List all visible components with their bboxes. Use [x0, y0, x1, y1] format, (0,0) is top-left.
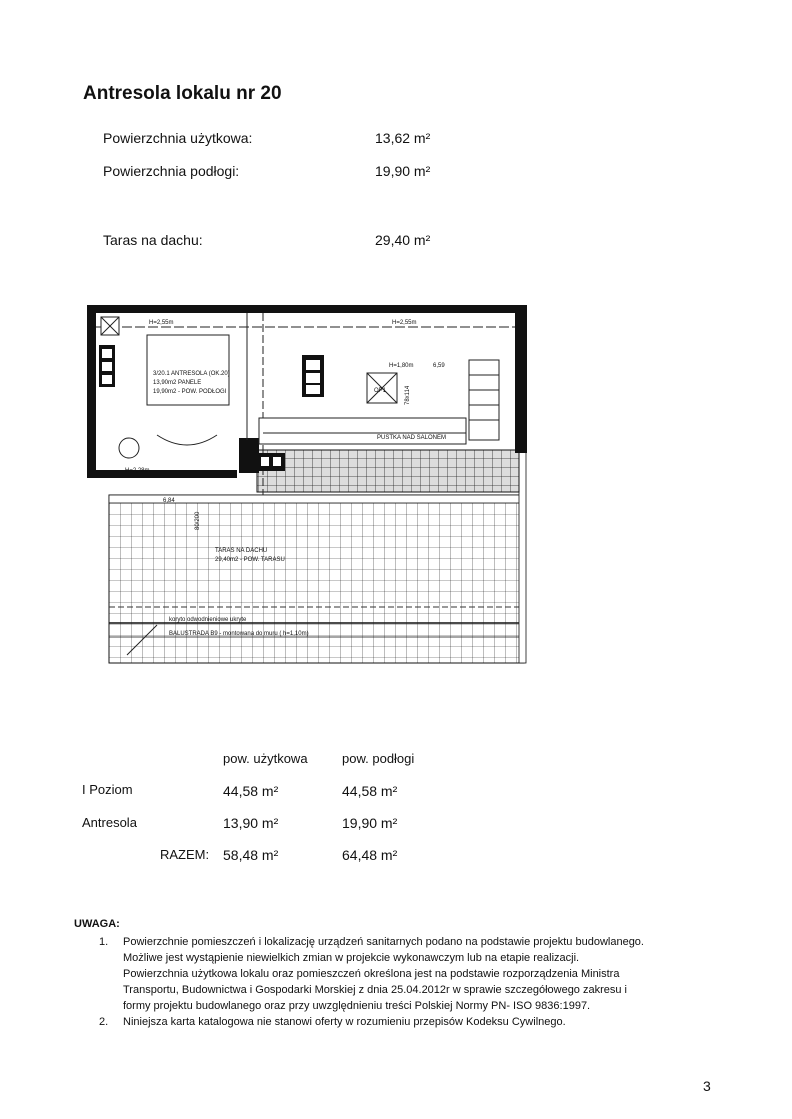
tiled-strip [257, 450, 519, 492]
note-line: Możliwe jest wystąpienie niewielkich zmian w projekcie wykonawczym lub na etapie realizacji. [123, 952, 580, 964]
area-label-floor: Powierzchnia podłogi: [103, 163, 240, 179]
plan-label-balustrade: BALUSTRADA B9 - montowana do muru ( h=1,10m) [169, 631, 309, 637]
note-item-1 [123, 934, 644, 1014]
plan-label-room-area1: 13,90m2 PANELE [153, 380, 202, 386]
plan-label-h-main: H=2,55m [392, 320, 417, 326]
note-line: Powierzchnie pomieszczeń i lokalizację urządzeń sanitarnych podano na podstawie projektu budowlanego. [123, 936, 644, 948]
note-line: Powierzchnia użytkowa lokalu oraz pomieszczeń określona jest na podstawie rozporządzenia Ministra [123, 968, 620, 980]
summary-header-floor: pow. podłogi [342, 751, 415, 766]
plan-label-h-stair: H=2,28m [125, 468, 150, 474]
area-value-terrace: 29,40 m² [375, 232, 431, 248]
plan-label-room-name: 3/20.1 ANTRESOLA (OK.20) [153, 371, 230, 377]
plan-label-dim-b: 80/200 [195, 511, 201, 530]
summary-row-floor: 44,58 m² [342, 783, 398, 799]
note-item-2 [123, 1014, 566, 1030]
page-title: Antresola lokalu nr 20 [83, 83, 282, 104]
area-value-floor: 19,90 m² [375, 163, 431, 179]
note-line: Transportu, Budownictwa i Gospodarki Morskiej z dnia 25.04.2012r w sprawie szczegółowego zakresu i [123, 984, 628, 996]
plan-label-h-small: H=1,80m [389, 363, 414, 369]
summary-row-label: I Poziom [82, 782, 133, 797]
summary-row-usable: 13,90 m² [223, 815, 279, 831]
plan-label-room-area2: 19,90m2 - POW. PODŁOGI [153, 389, 227, 395]
plan-label-dim-a: 6,84 [163, 498, 175, 504]
plan-label-level: 6,59 [433, 363, 445, 369]
plan-label-h-room: H=2,55m [149, 320, 174, 326]
summary-header-usable: pow. użytkowa [223, 751, 308, 766]
summary-total-label: RAZEM: [160, 847, 210, 862]
summary-row-label: Antresola [82, 815, 137, 830]
area-label-usable: Powierzchnia użytkowa: [103, 130, 253, 146]
note-line: Niniejsza karta katalogowa nie stanowi oferty w rozumieniu przepisów Kodeksu Cywilnego. [123, 1016, 566, 1028]
note-number: 2. [99, 1016, 109, 1028]
summary-total-usable: 58,48 m² [223, 847, 279, 863]
floor-plan [87, 305, 532, 667]
plan-label-window-size: 78x114 [405, 385, 411, 405]
area-value-usable: 13,62 m² [375, 130, 431, 146]
plan-label-window: OP1 [374, 388, 387, 394]
plan-label-terrace-area: 29,40m2 - POW. TARASU [215, 557, 285, 563]
note-line: formy projektu budowlanego oraz przy uwzględnieniu treści Polskiej Normy PN- ISO 9836:1997. [123, 1000, 591, 1012]
plan-label-terrace-name: TARAS NA DACHU [215, 548, 268, 554]
plan-label-gutter: koryto odwodnieniowe ukryte [169, 617, 247, 623]
plan-label-void: PUSTKA NAD SALONEM [377, 435, 447, 441]
page-number: 3 [703, 1078, 711, 1094]
summary-total-floor: 64,48 m² [342, 847, 398, 863]
summary-row-usable: 44,58 m² [223, 783, 279, 799]
summary-row-floor: 19,90 m² [342, 815, 398, 831]
area-label-terrace: Taras na dachu: [103, 232, 203, 248]
notes-heading: UWAGA: [74, 918, 120, 930]
note-number: 1. [99, 936, 109, 948]
